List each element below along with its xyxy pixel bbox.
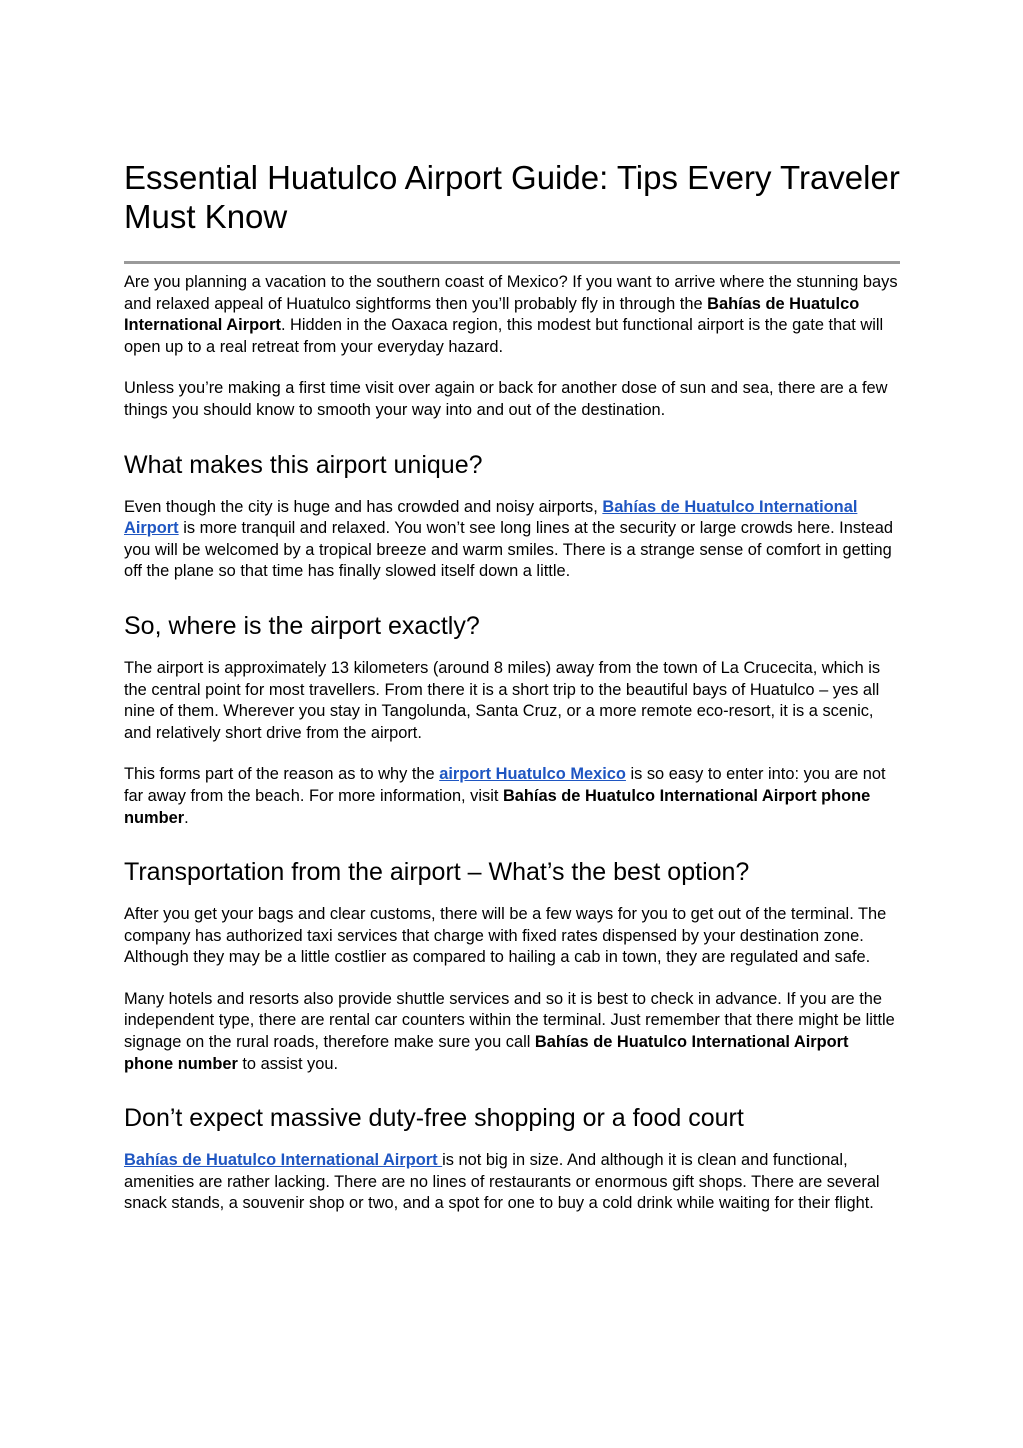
text-span: to assist you. bbox=[237, 1054, 339, 1073]
text-span: is not big in size. And although it is clean and functional, amenities are rather lacking. There are no lines of restaurants or enormous gift shops. There are several snack stands, a souvenir shop or two, and a spot for one to buy a cold drink while waiting for their flight. bbox=[124, 1151, 880, 1213]
section-heading-shopping: Don’t expect massive duty-free shopping or a food court bbox=[124, 1104, 744, 1133]
text-span: Many hotels and resorts also provide shuttle services and so it is best to check in advance. If you are the independent type, there are rental car counters within the terminal. Just remember that there might be little signage on the rural roads, therefore make sure you call bbox=[124, 989, 895, 1052]
text-span: . bbox=[184, 808, 189, 827]
text-span: is so easy to enter into: you are not far away from the beach. For more information, visit bbox=[124, 765, 886, 805]
page-title: Essential Huatulco Airport Guide: Tips Every Traveler Must Know bbox=[124, 159, 900, 235]
location-paragraph-1: The airport is approximately 13 kilometers (around 8 miles) away from the town of La Crucecita, which is the central point for most travellers. From there it is a short trip to the beautiful bays of Huatulco – yes all nine of them. Wherever you stay in Tangolunda, Santa Cruz, or a more remote eco-resort, it is a scenic, and relatively short drive from the airport. bbox=[124, 658, 881, 742]
text-span: is more tranquil and relaxed. You won’t see long lines at the security or large crowds here. Instead you will be welcomed by a tropical breeze and warm smiles. There is a strange sense of comfort in getting off the plane so that time has finally slowed itself down a little. bbox=[124, 519, 893, 581]
section-heading-location: So, where is the airport exactly? bbox=[124, 611, 480, 640]
text-span: This forms part of the reason as to why the bbox=[124, 765, 440, 784]
location-paragraph-2 bbox=[124, 764, 900, 829]
airport-link[interactable]: Bahías de Huatulco International Airport bbox=[124, 1151, 443, 1170]
title-divider bbox=[124, 261, 900, 264]
section-heading-unique: What makes this airport unique? bbox=[124, 450, 483, 479]
airport-link[interactable]: Bahías de Huatulco International Airport bbox=[124, 497, 858, 538]
airport-name-bold: Bahías de Huatulco International Airport bbox=[124, 294, 860, 335]
text-span: Even though the city is huge and has crowded and noisy airports, bbox=[124, 497, 603, 516]
section-heading-transportation: Transportation from the airport – What’s the best option? bbox=[124, 858, 750, 887]
intro-paragraph-2: Unless you’re making a first time visit over again or back for another dose of sun and sea, there are a few things you should know to smooth your way into and out of the destination. bbox=[124, 379, 888, 419]
intro-paragraph-1 bbox=[124, 272, 900, 358]
phone-number-bold: Bahías de Huatulco International Airport phone number bbox=[124, 1033, 849, 1073]
unique-paragraph bbox=[124, 497, 900, 583]
text-span: . Hidden in the Oaxaca region, this modest but functional airport is the gate that will open up to a real retreat from your everyday hazard. bbox=[124, 316, 884, 356]
phone-number-bold: Bahías de Huatulco International Airport phone number bbox=[124, 786, 871, 827]
transportation-paragraph-2 bbox=[124, 989, 900, 1075]
airport-huatulco-mexico-link[interactable]: airport Huatulco Mexico bbox=[439, 765, 626, 784]
transportation-paragraph-1: After you get your bags and clear customs, there will be a few ways for you to get out of the terminal. The company has authorized taxi services that charge with fixed rates dispensed by your destination zone. Although they may be a little costlier as compared to hailing a cab in town, they are regulated and safe. bbox=[124, 905, 887, 967]
document-page bbox=[124, 158, 900, 1235]
shopping-paragraph bbox=[124, 1150, 900, 1215]
text-span: Are you planning a vacation to the southern coast of Mexico? If you want to arrive where the stunning bays and relaxed appeal of Huatulco sightforms then you’ll probably fly in through the bbox=[124, 273, 898, 313]
